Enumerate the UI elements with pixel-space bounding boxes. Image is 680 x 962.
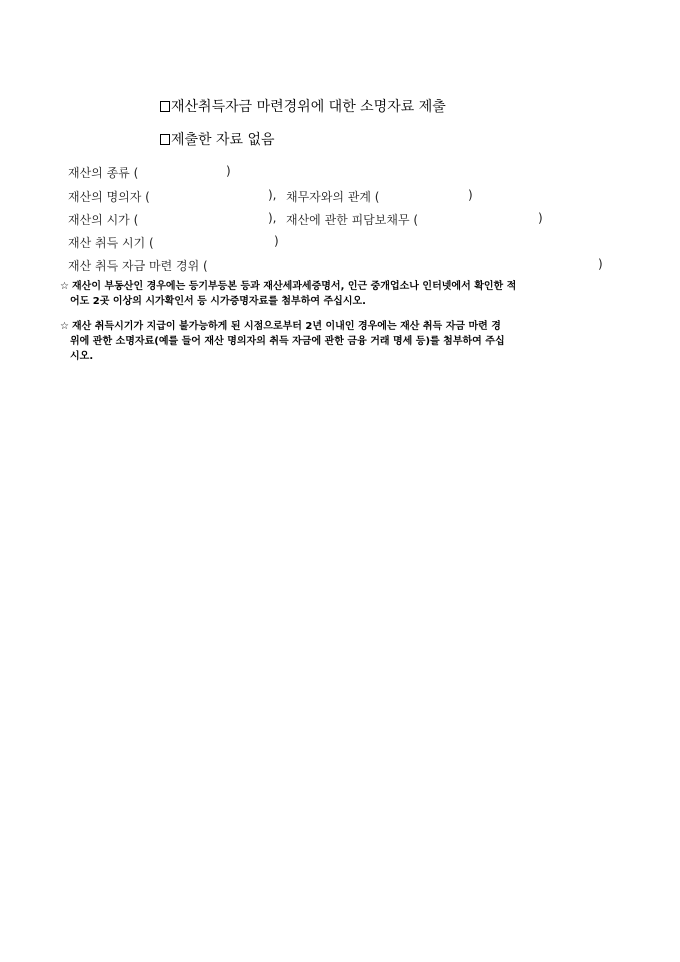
checkbox-no-evidence[interactable] <box>160 134 170 145</box>
owner-label: 재산의 명의자 ( <box>68 190 150 204</box>
acq-time-label: 재산 취득 시기 ( <box>68 236 154 250</box>
note-line: 재산 취득시기가 지급이 불가능하게 된 시점으로부터 2년 이내인 경우에는 재산 취득 자금 마련 경 <box>72 321 501 332</box>
property-type-label: 재산의 종류 ( <box>68 166 139 180</box>
relation-label: 채무자와의 관계 ( <box>286 190 380 204</box>
note-acquisition-timing <box>60 319 620 364</box>
note-line: 어도 2곳 이상의 시가확인서 등 시가증명자료를 첨부하여 주십시오. <box>70 296 366 307</box>
owner-close: ), <box>268 188 277 202</box>
market-value-label: 재산의 시가 ( <box>68 213 139 227</box>
option-no-evidence-label: 제출한 자료 없음 <box>171 132 275 148</box>
note-line: 재산이 부동산인 경우에는 등기부등본 등과 재산세과세증명서, 인근 중개업소나 인터넷에서 확인한 적 <box>72 281 517 292</box>
note-real-estate <box>60 279 620 309</box>
option-no-evidence[interactable] <box>160 129 275 149</box>
star-icon: ☆ <box>60 321 69 332</box>
secured-debt-close: ) <box>538 211 543 225</box>
secured-debt-label: 재산에 관한 피담보채무 ( <box>286 213 419 227</box>
acq-time-close: ) <box>274 234 279 248</box>
acq-funding-label: 재산 취득 자금 마련 경위 ( <box>68 259 208 273</box>
property-type-close: ) <box>226 164 231 178</box>
option-submit-evidence[interactable] <box>160 96 446 116</box>
note-line: 시오. <box>70 351 94 362</box>
relation-close: ) <box>468 188 473 202</box>
market-value-close: ), <box>268 211 277 225</box>
acq-funding-close: ) <box>598 257 603 271</box>
option-submit-evidence-label: 재산취득자금 마련경위에 대한 소명자료 제출 <box>171 99 446 115</box>
star-icon: ☆ <box>60 281 69 292</box>
note-line: 위에 관한 소명자료(예를 들어 재산 명의자의 취득 자금에 관한 금융 거래 명세 등)를 첨부하여 주십 <box>70 336 505 347</box>
checkbox-submit-evidence[interactable] <box>160 101 170 112</box>
